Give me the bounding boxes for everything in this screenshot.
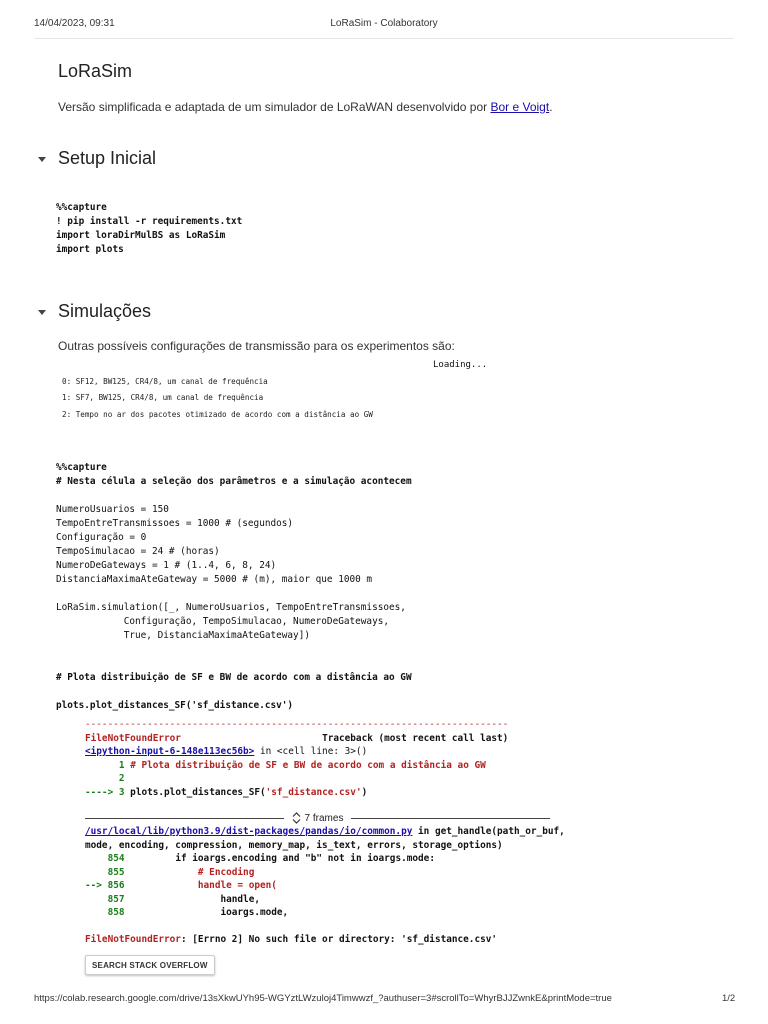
line-number: 854: [107, 853, 125, 864]
sim-intro-text: Outras possíveis configurações de transmissão para os experimentos são:: [58, 339, 455, 353]
bor-voigt-link[interactable]: Bor e Voigt: [490, 100, 550, 114]
code-line: Configuração, TempoSimulacao, NumeroDeGateways,: [56, 616, 390, 627]
section-setup-toggle[interactable]: [38, 148, 156, 169]
code-line: # Plota distribuição de SF e BW de acordo com a distância ao GW: [56, 672, 412, 683]
final-error-name: FileNotFoundError: [85, 934, 181, 945]
code-line: ! pip install -r requirements.txt: [56, 216, 243, 227]
traceback-frame: [85, 825, 565, 947]
collapse-caret-icon[interactable]: [38, 310, 46, 315]
collapse-caret-icon[interactable]: [38, 157, 46, 162]
line-number: 1: [118, 759, 125, 771]
frames-divider-left: [85, 818, 284, 819]
search-stack-overflow-button[interactable]: SEARCH STACK OVERFLOW: [85, 955, 215, 975]
code-line: [56, 685, 412, 699]
code-line: import loraDirMulBS as LoRaSim: [56, 230, 226, 241]
section-sim-toggle[interactable]: [38, 301, 151, 322]
print-page-number: 1/2: [722, 993, 736, 1004]
func-args-text: mode, encoding, compression, memory_map, is_text, errors, storage_options): [85, 839, 503, 851]
error-name: FileNotFoundError: [85, 732, 181, 744]
simulation-code-cell[interactable]: [56, 461, 412, 713]
code-line: Configuração = 0: [56, 532, 147, 543]
traceback-code: ): [361, 786, 368, 798]
traceback-code: handle,: [220, 893, 260, 905]
code-line: import plots: [56, 244, 124, 255]
traceback-label: Traceback (most recent call last): [322, 732, 509, 744]
section-sim-heading: Simulações: [58, 301, 152, 321]
traceback-dashes: ---------------------------------------------------------------------------: [85, 719, 509, 730]
code-line: LoRaSim.simulation([_, NumeroUsuarios, TempoEntreTransmissoes,: [56, 602, 406, 613]
code-line: [56, 489, 412, 503]
traceback-string: 'sf_distance.csv': [265, 786, 362, 798]
traceback-code: if ioargs.encoding and "b" not in ioargs.mode:: [175, 853, 435, 864]
frames-center[interactable]: [284, 812, 352, 824]
description-suffix: .: [549, 100, 553, 114]
current-line-arrow: --> 856: [85, 880, 125, 891]
source-file-link[interactable]: /usr/local/lib/python3.9/dist-packages/pandas/io/common.py: [85, 826, 413, 837]
traceback-code: handle = open(: [197, 880, 277, 891]
traceback-code: ioargs.mode,: [220, 907, 289, 918]
print-datetime: 14/04/2023, 09:31: [34, 18, 115, 29]
line-number: 2: [118, 773, 125, 784]
option-1: 1: SF7, BW125, CR4/8, um canal de frequência: [62, 393, 264, 402]
code-line: True, DistanciaMaximaAteGateway]): [56, 630, 310, 641]
code-line: [56, 643, 412, 657]
traceback-comment: # Plota distribuição de SF e BW de acordo com a distância ao GW: [130, 759, 486, 771]
expand-frames-icon[interactable]: [292, 812, 301, 824]
loading-indicator: Loading...: [433, 360, 488, 370]
collapsed-frames-toggle[interactable]: [85, 811, 550, 825]
code-line: [56, 657, 412, 671]
frames-label: 7 frames: [304, 812, 344, 824]
final-error-message: : [Errno 2] No such file or directory: 'sf_distance.csv': [180, 934, 498, 945]
line-number: 855: [107, 866, 125, 878]
print-page-title: LoRaSim - Colaboratory: [330, 18, 438, 29]
traceback-comment: # Encoding: [197, 866, 255, 878]
code-line: DistanciaMaximaAteGateway = 5000 # (m), maior que 1000 m: [56, 574, 373, 585]
in-func-text: in get_handle(path_or_buf,: [412, 826, 565, 837]
code-line: %%capture: [56, 202, 107, 213]
code-line: NumeroUsuarios = 150: [56, 504, 169, 515]
code-line: NumeroDeGateways = 1 # (1..4, 6, 8, 24): [56, 560, 277, 571]
ipython-input-link[interactable]: <ipython-input-6-148e113ec56b>: [85, 746, 255, 757]
line-number: 857: [107, 893, 125, 905]
traceback-code: plots.plot_distances_SF(: [130, 786, 266, 798]
section-setup-heading: Setup Inicial: [58, 148, 157, 168]
print-url: https://colab.research.google.com/drive/13sXkwUYh95-WGYztLWzuloj4Timwwzf_?authuser=3#scrollTo=WhyrBJJZwnkE&printMode=true: [34, 993, 612, 1004]
code-line: %%capture: [56, 462, 107, 473]
code-line: TempoEntreTransmissoes = 1000 # (segundos): [56, 518, 294, 529]
current-line-arrow: ----> 3: [85, 786, 125, 798]
setup-code-cell[interactable]: [56, 201, 242, 257]
code-line: [56, 587, 412, 601]
code-line: TempoSimulacao = 24 # (horas): [56, 546, 220, 557]
notebook-description: [58, 100, 553, 114]
frames-divider-right: [351, 818, 550, 819]
in-cell-text: in <cell line: 3>(): [254, 746, 368, 757]
description-text: Versão simplificada e adaptada de um simulador de LoRaWAN desenvolvido por: [58, 100, 491, 114]
option-0: 0: SF12, BW125, CR4/8, um canal de frequência: [62, 377, 268, 386]
notebook-title: LoRaSim: [58, 61, 133, 81]
option-2: 2: Tempo no ar dos pacotes otimizado de acordo com a distância ao GW: [62, 410, 373, 419]
line-number: 858: [107, 907, 125, 918]
code-line: plots.plot_distances_SF('sf_distance.csv'): [56, 700, 294, 711]
traceback-output: [85, 718, 508, 799]
code-line: # Nesta célula a seleção dos parâmetros e a simulação acontecem: [56, 476, 412, 487]
header-divider: [34, 38, 734, 39]
